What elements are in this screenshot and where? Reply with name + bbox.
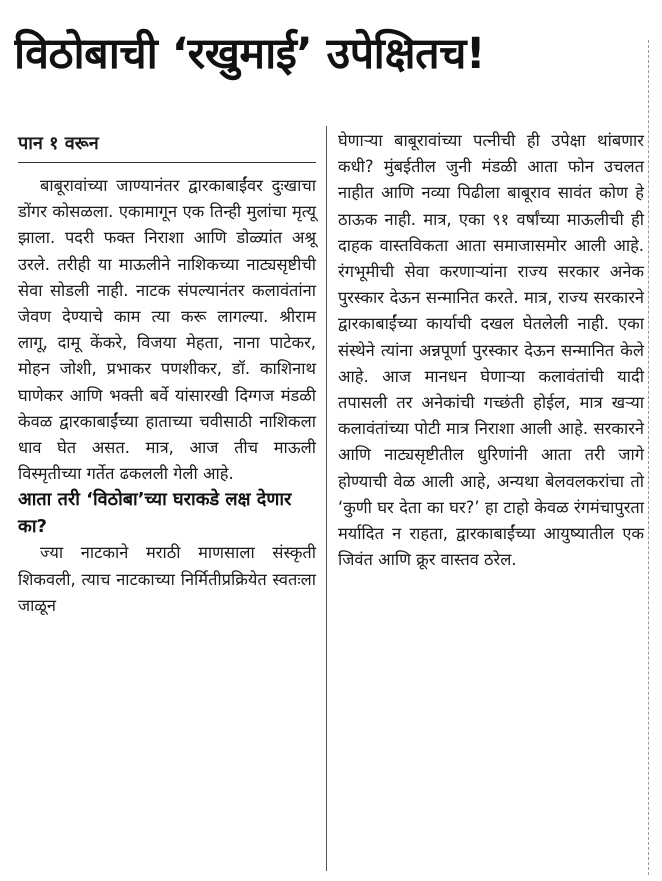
column-divider xyxy=(326,126,327,871)
subheading: आता तरी ‘विठोबा’च्या घराकडे लक्ष देणार का? xyxy=(18,489,292,537)
body-paragraph: ज्या नाटकाने मराठी माणसाला संस्कृती शिकवली, त्याच नाटकाच्या निर्मितीप्रक्रियेत स्वतःला जाळून xyxy=(18,543,316,615)
page-reference-rule xyxy=(18,162,316,163)
body-paragraph: बाबूरावांच्या जाण्यानंतर द्वारकाबाईंवर दुःखाचा डोंगर कोसळला. एकामागून एक तिन्ही मुलांचा मृत्यू झाला. पदरी फक्त निराशा आणि डोळ्यांत अश्रू उरले. तरीही या माऊलीने नाशिकच्या नाट्यसृष्टीची सेवा सोडली नाही. नाटक संपल्यानंतर कलावंतांना जेवण देण्याचे काम त्या करू लागल्या. श्रीराम लागू, दामू केंकरे, विजया मेहता, नाना पाटेकर, मोहन जोशी, प्रभाकर पणशीकर, डॉ. काशिनाथ घाणेकर आणि भक्ती बर्वे यांसारखी दिग्गज मंडळी केवळ द्वारकाबाईंच्या हाताच्या चवीसाठी नाशिकला धाव घेत असत. मात्र, आज तीच माऊली विस्मृतीच्या गर्तेत ढकलली गेली आहे. xyxy=(18,176,316,484)
body-paragraph: घेणाऱ्या बाबूरावांच्या पत्नीची ही उपेक्षा थांबणार कधी? मुंबईतील जुनी मंडळी आता फोन उचलत नाहीत आणि नव्या पिढीला बाबूराव सावंत कोण हे ठाऊक नाही. मात्र, एका ९१ वर्षांच्या माऊलीची ही दाहक वास्तविकता आता समाजासमोर आली आहे. रंगभूमीची सेवा करणाऱ्यांना राज्य सरकार अनेक पुरस्कार देऊन सन्मानित करते. मात्र, राज्य सरकारने द्वारकाबाईंच्या कार्याची दखल घेतलेली नाही. एका संस्थेने त्यांना अन्नपूर्णा पुरस्कार देऊन सन्मानित केले आहे. आज मानधन घेणाऱ्या कलावंतांची यादी तपासली तर अनेकांची गच्छंती होईल, मात्र खऱ्या कलावंतांच्या पोटी मात्र निराशा आली आहे. सरकारने आणि नाट्यसृष्टीतील धुरिणांनी आता तरी जागे होण्याची वेळ आली आहे, अन्यथा बेलवलकरांचा तो ‘कुणी घर देता का घर?’ हा टाहो केवळ रंगमंचापुरता मर्यादित न राहता, द्वारकाबाईंच्या आयुष्यातील एक जिवंत आणि क्रूर वास्तव ठरेल. xyxy=(338,131,644,570)
page-reference: पान १ वरून xyxy=(18,133,99,154)
headline: विठोबाची ‘रखुमाई’ उपेक्षितच! xyxy=(14,29,486,79)
left-column xyxy=(18,128,316,619)
right-column xyxy=(338,128,644,573)
page-edge-divider xyxy=(648,40,649,875)
